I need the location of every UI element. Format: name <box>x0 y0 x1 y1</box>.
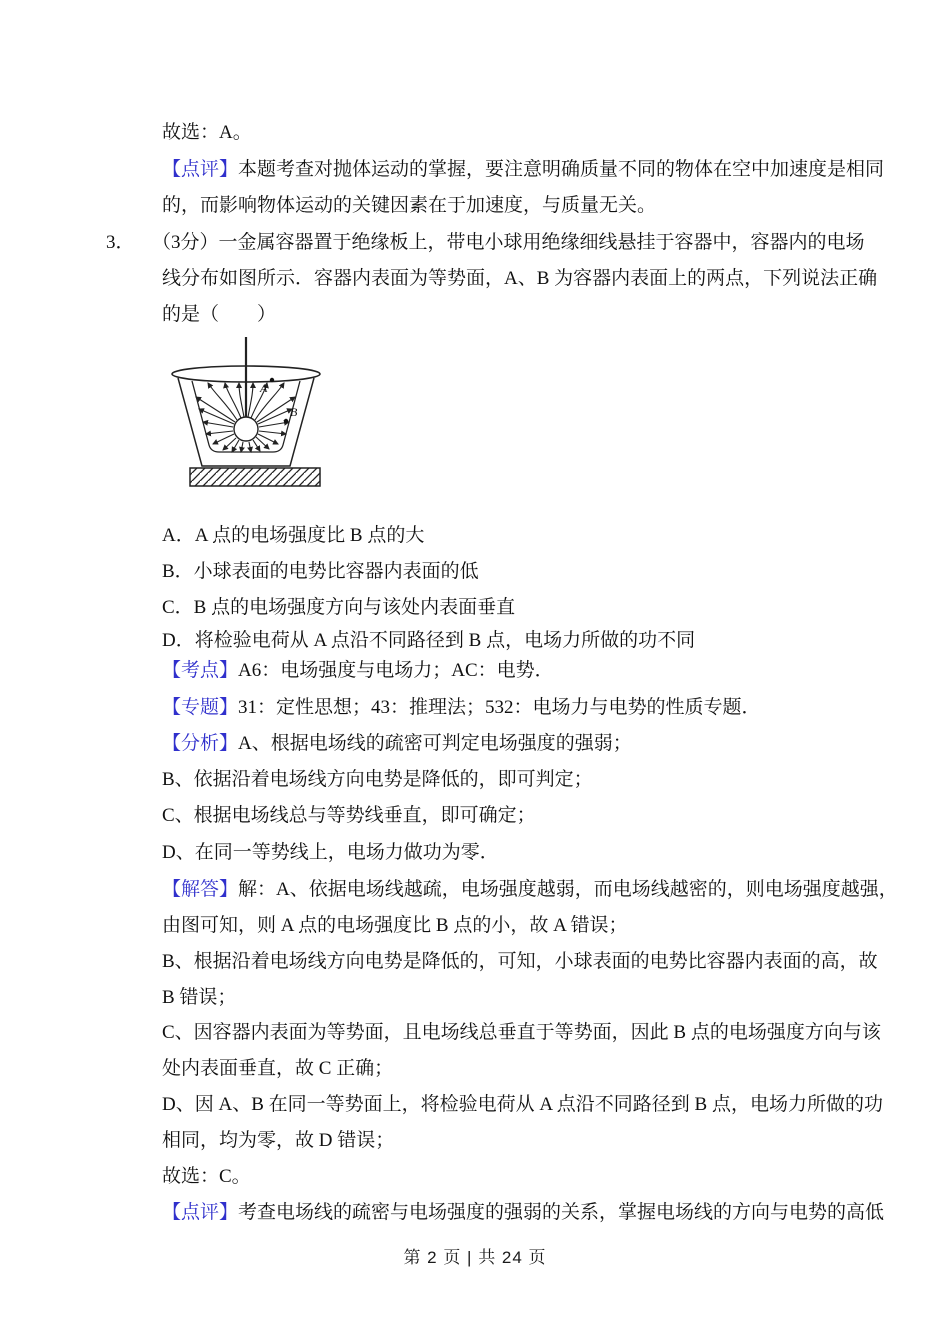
topic-text: 31：定性思想；43：推理法；532：电场力与电势的性质专题． <box>238 697 761 718</box>
option-a <box>162 523 424 548</box>
solution-line-d <box>162 1092 883 1117</box>
comment-text: 考查电场线的疏密与电场强度的强弱的关系，掌握电场线的方向与电势的高低 <box>238 1202 885 1223</box>
container-field-figure <box>168 337 326 490</box>
option-c-text: C．B 点的电场强度方向与该处内表面垂直 <box>162 597 516 618</box>
question-text: 线分布如图所示．容器内表面为等势面，A、B 为容器内表面上的两点，下列说法正确 <box>162 268 878 289</box>
analysis-line <box>162 731 632 756</box>
solution-text: C、因容器内表面为等势面，且电场线总垂直于等势面，因此 B 点的电场强度方向与该 <box>162 1022 881 1043</box>
comment-text: 本题考查对抛体运动的掌握，要注意明确质量不同的物体在空中加速度是相同 <box>238 159 885 180</box>
solution-line <box>162 877 898 902</box>
comment-tag: 【点评】 <box>162 1202 239 1223</box>
solution-text: B 错误； <box>162 987 237 1008</box>
analysis-line-b <box>162 767 593 792</box>
container-field-svg <box>168 337 326 490</box>
final-answer-line <box>162 1164 251 1189</box>
point-b-label: B <box>290 405 298 419</box>
comment-line <box>162 157 884 182</box>
knowledge-points-line <box>162 658 554 683</box>
page-footer <box>0 1243 950 1268</box>
comment-line-cont <box>162 193 656 218</box>
question-number: 3． <box>106 232 135 253</box>
option-b-text: B．小球表面的电势比容器内表面的低 <box>162 561 479 582</box>
analysis-text: B、依据沿着电场线方向电势是降低的，即可判定； <box>162 769 593 790</box>
question-line-cont <box>162 302 276 327</box>
solution-line-c-cont <box>162 1056 393 1081</box>
solution-line-b-cont <box>162 985 236 1010</box>
analysis-tag: 【分析】 <box>162 733 239 754</box>
comment-text: 的，而影响物体运动的关键因素在于加速度，与质量无关。 <box>162 195 657 216</box>
page-indicator: 第 2 页 | 共 24 页 <box>403 1248 547 1267</box>
answer-line <box>162 120 252 145</box>
solution-tag: 【解答】 <box>162 879 239 900</box>
option-d <box>162 628 695 653</box>
solution-text: D、因 A、B 在同一等势面上，将检验电荷从 A 点沿不同路径到 B 点，电场力所做的功 <box>162 1094 883 1115</box>
point-a-dot <box>270 378 274 382</box>
option-d-text: D．将检验电荷从 A 点沿不同路径到 B 点，电场力所做的功不同 <box>162 630 696 651</box>
analysis-line-d <box>162 840 499 865</box>
solution-line-cont <box>162 913 628 938</box>
question-text: （3分）一金属容器置于绝缘板上，带电小球用绝缘细线悬挂于容器中，容器内的电场 <box>152 232 865 253</box>
analysis-line-c <box>162 803 536 828</box>
answer-text: 故选：A。 <box>162 122 252 143</box>
solution-line-c <box>162 1020 881 1045</box>
solution-text: 处内表面垂直，故 C 正确； <box>162 1058 394 1079</box>
question-line-cont <box>162 266 877 291</box>
point-b-dot <box>284 419 288 423</box>
solution-text: 相同，均为零，故 D 错误； <box>162 1130 395 1151</box>
final-answer-text: 故选：C。 <box>162 1166 251 1187</box>
analysis-text: D、在同一等势线上，电场力做功为零． <box>162 842 499 863</box>
solution-line-d-cont <box>162 1128 394 1153</box>
solution-line-b <box>162 949 878 974</box>
option-b <box>162 559 479 584</box>
option-a-text: A．A 点的电场强度比 B 点的大 <box>162 525 425 546</box>
comment-line-2 <box>162 1200 884 1225</box>
topic-tag: 【专题】 <box>162 697 239 718</box>
solution-text: B、根据沿着电场线方向电势是降低的，可知，小球表面的电势比容器内表面的高，故 <box>162 951 878 972</box>
comment-tag: 【点评】 <box>162 159 239 180</box>
option-c <box>162 595 515 620</box>
knowledge-points-tag: 【考点】 <box>162 660 239 681</box>
solution-text: 由图可知，则 A 点的电场强度比 B 点的小，故 A 错误； <box>162 915 628 936</box>
insulating-board <box>190 468 320 486</box>
topic-line <box>162 695 761 720</box>
point-a-label: A <box>260 381 268 395</box>
analysis-text: C、根据电场线总与等势线垂直，即可确定； <box>162 805 536 826</box>
question-line <box>106 230 865 255</box>
charged-ball <box>234 417 258 441</box>
question-text: 的是（ ） <box>162 304 277 325</box>
knowledge-points-text: A6：电场强度与电场力；AC：电势． <box>238 660 554 681</box>
analysis-text: A、根据电场线的疏密可判定电场强度的强弱； <box>238 733 632 754</box>
solution-text: 解：A、依据电场线越疏，电场强度越弱，而电场线越密的，则电场强度越强， <box>238 879 898 900</box>
